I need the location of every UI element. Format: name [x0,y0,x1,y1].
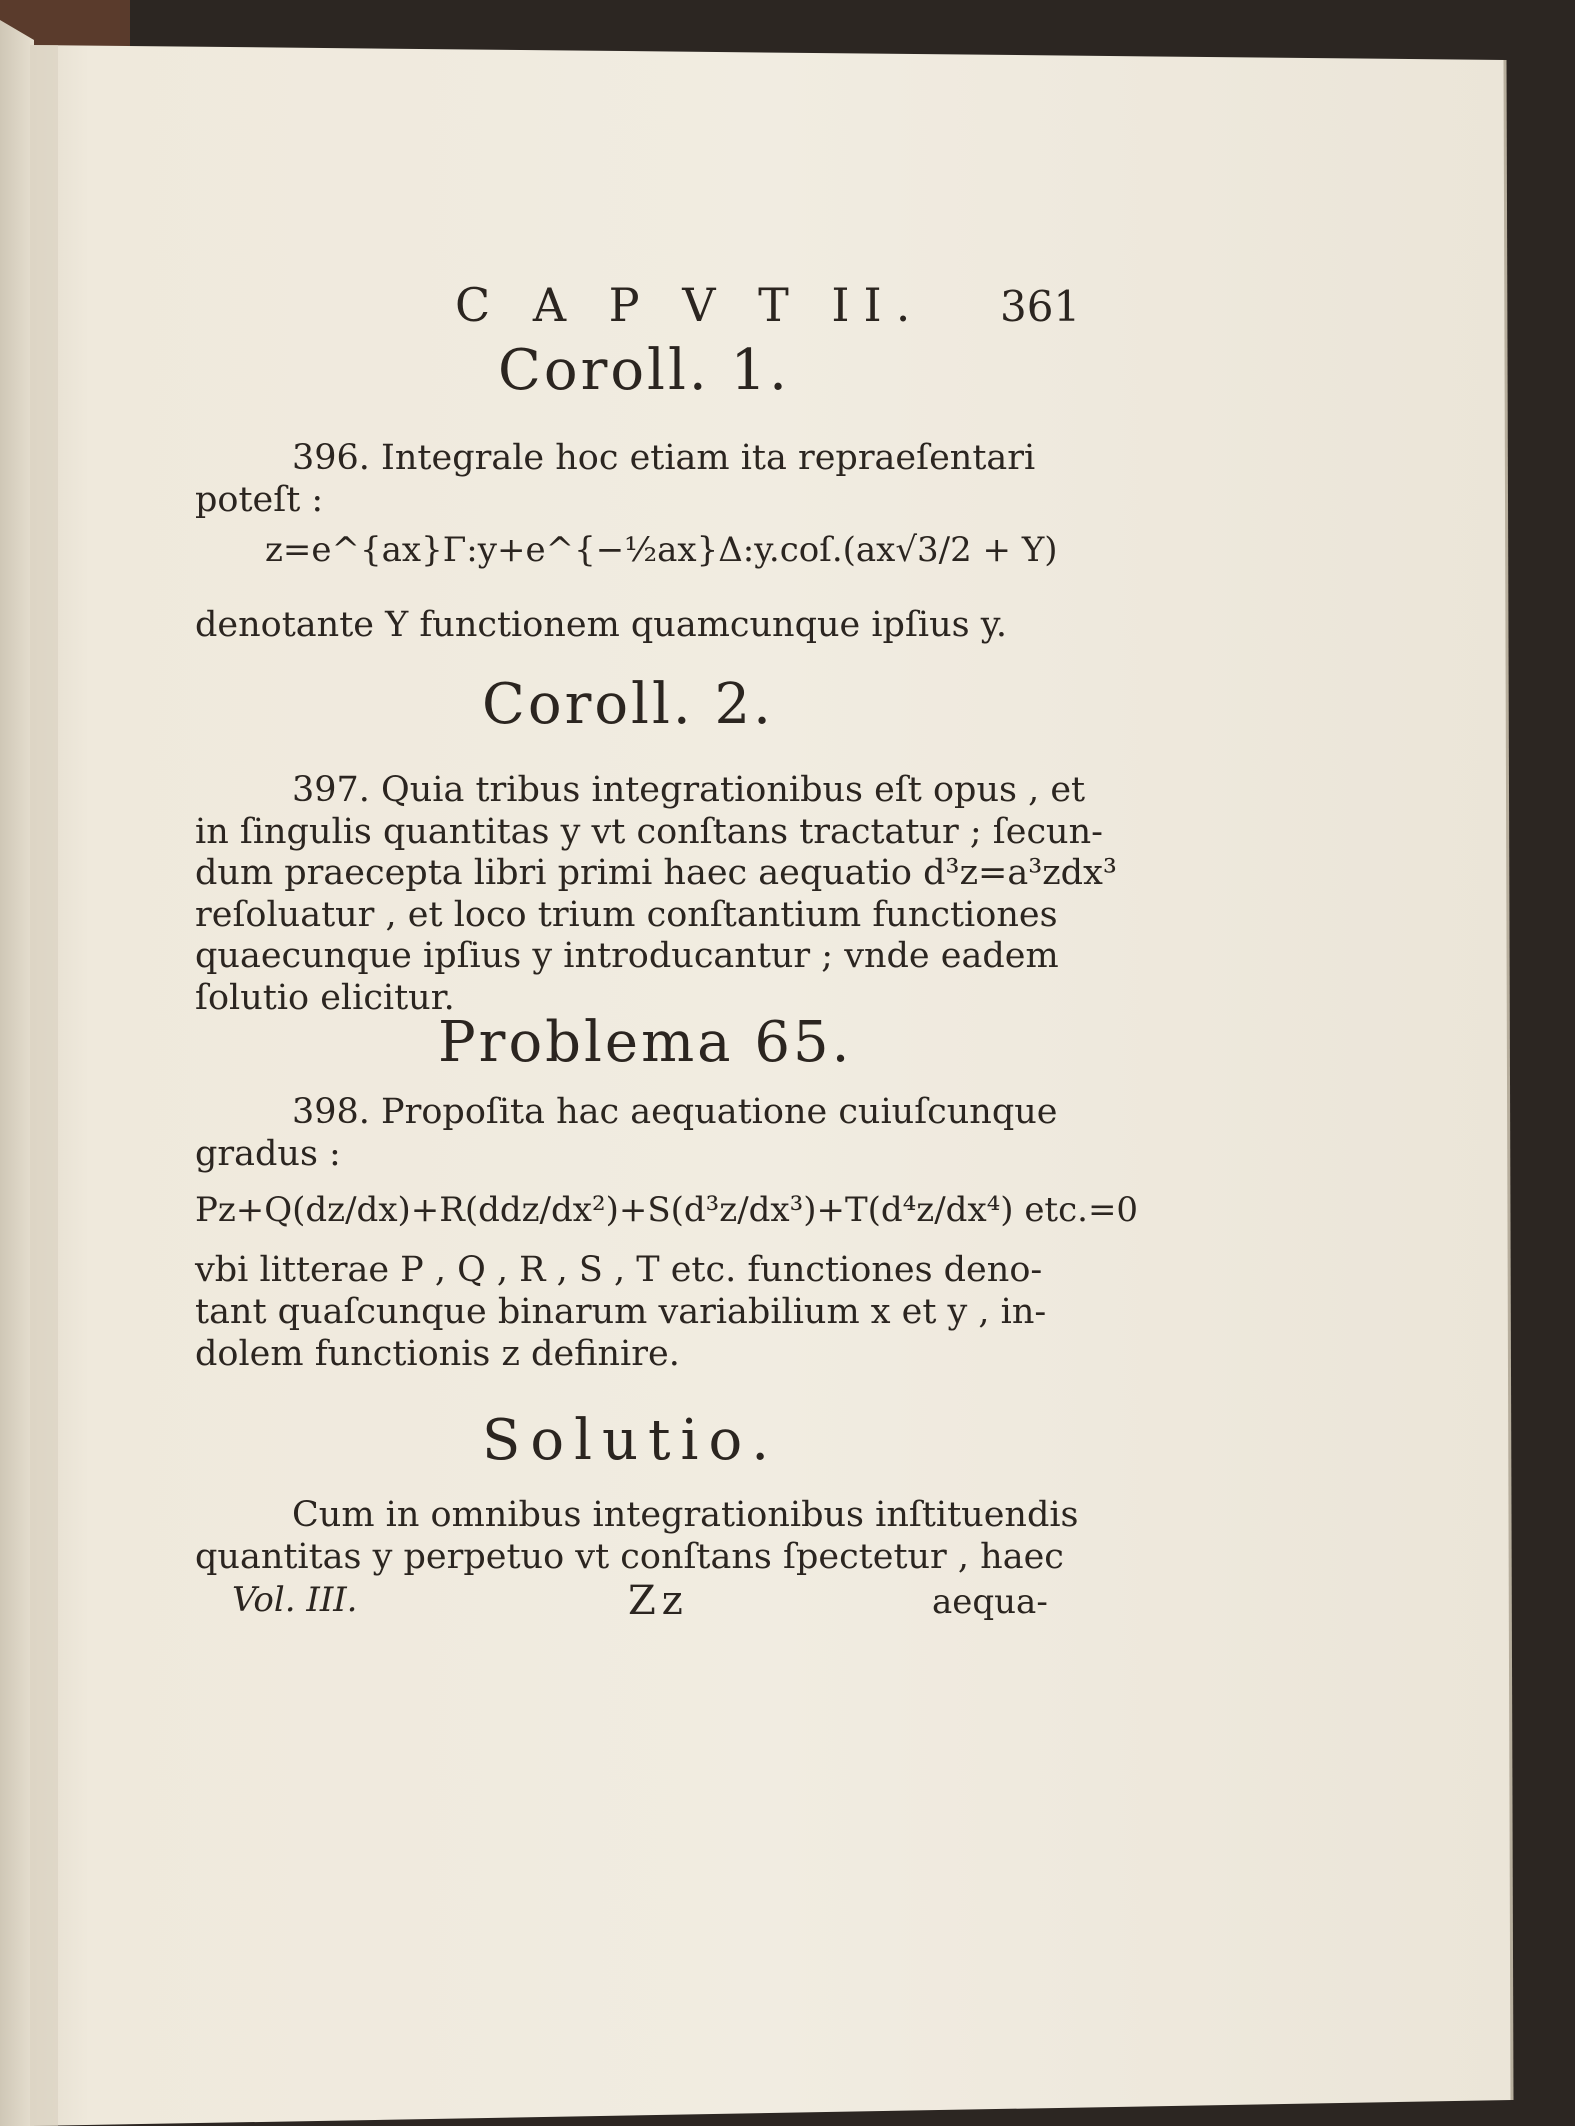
running-head: C A P V T II. [455,278,925,332]
paragraph-line: denotante Υ functionem quamcunque ipſius y. [195,605,1007,645]
paragraph-line: quaecunque ipſius y introducantur ; vnde eadem [195,936,1059,976]
paragraph-line: 398. Propoſita hac aequatione cuiuſcunque [292,1092,1058,1132]
signature-mark: Zz [628,1578,689,1624]
paragraph-line: ſolutio elicitur. [195,978,455,1018]
paragraph-line: gradus : [195,1134,341,1174]
paragraph-line: 397. Quia tribus integrationibus eſt opus , et [292,770,1086,810]
paragraph-line: dolem functionis z definire. [195,1334,680,1374]
paragraph-line: quantitas y perpetuo vt conſtans ſpectetur , haec [195,1537,1064,1577]
paragraph-line: dum praecepta libri primi haec aequatio d³z=a³zdx³ [195,853,1117,893]
paragraph-line: Cum in omnibus integrationibus inſtituendis [292,1495,1079,1535]
volume-label: Vol. III. [232,1580,358,1620]
paragraph-line: poteſt : [195,480,324,520]
formula-differential: Pz+Q(dz/dx)+R(ddz/dx²)+S(d³z/dx³)+T(d⁴z/dx⁴) etc.=0 [195,1190,1139,1230]
page-number: 361 [1000,282,1081,331]
catchword: aequa- [932,1582,1048,1622]
problem-title: Problema 65. [438,1010,853,1075]
formula-integral: z=e^{ax}Γ:y+e^{−½ax}Δ:y.coſ.(ax√3/2 + Υ) [265,530,1058,570]
paragraph-line: reſoluatur , et loco trium conſtantium functiones [195,895,1058,935]
paragraph-line: in ſingulis quantitas y vt conſtans tractatur ; ſecun- [195,812,1103,852]
paragraph-line: vbi litterae P , Q , R , S , T etc. functiones deno- [195,1250,1043,1290]
corollary-1-title: Coroll. 1. [498,338,790,403]
corollary-2-title: Coroll. 2. [482,672,774,737]
solution-title: Solutio. [482,1408,779,1473]
paragraph-line: 396. Integrale hoc etiam ita repraeſentari [292,438,1036,478]
paragraph-line: tant quaſcunque binarum variabilium x et y , in- [195,1292,1047,1332]
